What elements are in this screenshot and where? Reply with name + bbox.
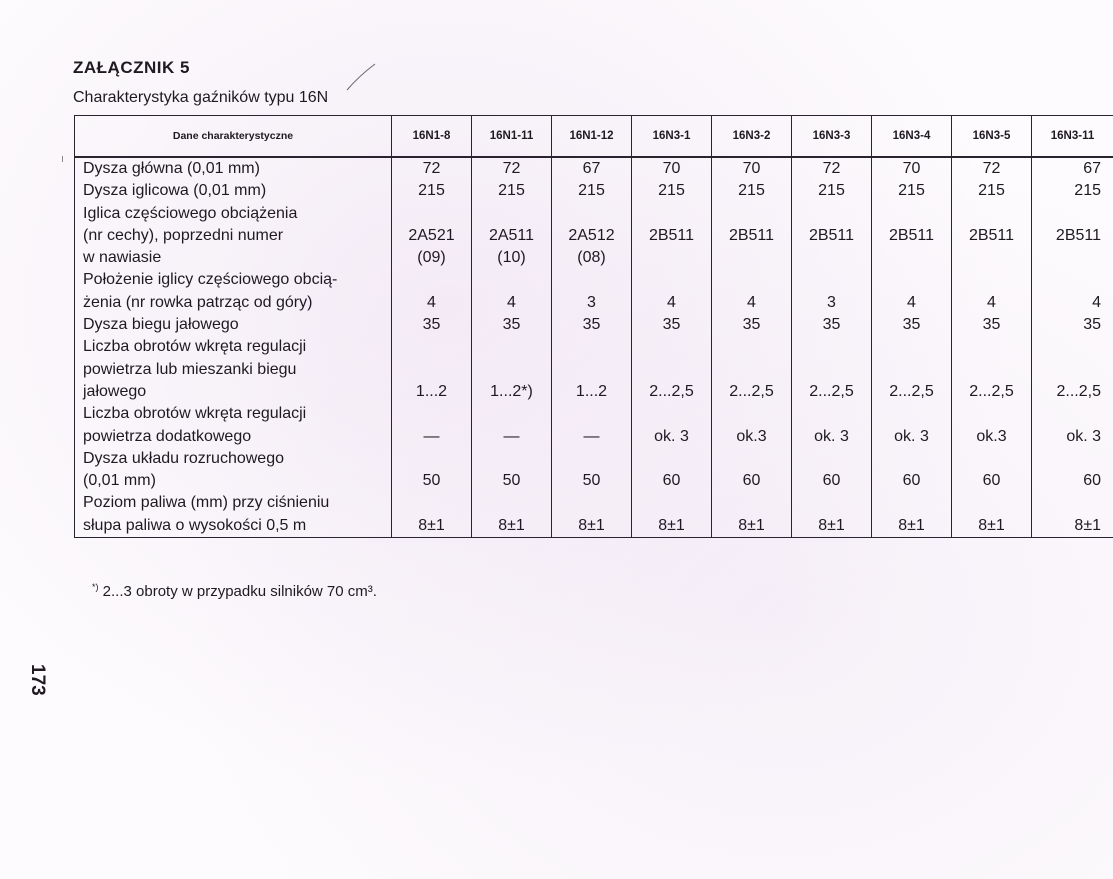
value-column-16n3-11 <box>1032 157 1113 538</box>
value-cell: ok. 3 <box>894 427 929 445</box>
value-cell <box>1032 403 1113 425</box>
label-line: Poziom paliwa (mm) przy ciśnieniu <box>83 494 330 512</box>
value-cell: 215 <box>738 182 765 200</box>
label-line: (0,01 mm) <box>83 472 156 490</box>
value-cell <box>952 269 1031 291</box>
value-column-16n1-12 <box>552 157 632 538</box>
value-cell: 35 <box>742 316 761 334</box>
value-cell: 60 <box>822 472 841 490</box>
header-column-16n3-5: 16N3-5 <box>952 116 1032 158</box>
label-line: Liczba obrotów wkręta regulacji <box>83 405 307 423</box>
value-cell <box>712 247 791 269</box>
value-column-16n1-11 <box>472 157 552 538</box>
value-cell <box>392 269 471 291</box>
value-cell <box>1032 269 1113 291</box>
value-cell: 70 <box>662 160 681 177</box>
value-cell: — <box>583 427 600 445</box>
value-cell <box>1032 448 1113 470</box>
value-cell: 215 <box>658 182 685 200</box>
value-cell: 215 <box>978 182 1005 200</box>
label-line: Dysza główna (0,01 mm) <box>83 160 260 177</box>
value-cell: — <box>423 427 440 445</box>
characteristics-labels-cell <box>75 157 392 538</box>
value-cell: 72 <box>502 160 521 177</box>
value-cell <box>1032 492 1113 514</box>
value-cell <box>552 269 631 291</box>
header-column-16n3-1: 16N3-1 <box>632 116 712 158</box>
value-cell: 1...2 <box>415 382 448 400</box>
value-cell: 8±1 <box>978 516 1005 534</box>
value-cell <box>392 403 471 425</box>
value-cell <box>872 448 951 470</box>
header-column-16n3-3: 16N3-3 <box>792 116 872 158</box>
value-cell <box>1032 359 1113 381</box>
value-cell: 35 <box>582 316 601 334</box>
label-line: Dysza układu rozruchowego <box>83 449 284 467</box>
value-cell <box>872 203 951 225</box>
value-cell <box>552 359 631 381</box>
value-cell: 35 <box>422 316 441 334</box>
value-cell <box>872 492 951 514</box>
value-cell <box>952 359 1031 381</box>
carburetor-spec-table <box>74 115 1113 538</box>
value-cell: 215 <box>578 182 605 200</box>
value-cell: 35 <box>662 316 681 334</box>
value-cell <box>712 336 791 358</box>
value-column-16n3-5 <box>952 157 1032 538</box>
value-cell <box>952 403 1031 425</box>
value-cell <box>472 336 551 358</box>
value-cell: 215 <box>418 182 445 200</box>
value-cell: 2...2,5 <box>969 382 1014 400</box>
value-cell: (10) <box>497 249 526 267</box>
label-line: jałowego <box>83 382 147 400</box>
value-cell <box>712 492 791 514</box>
table-header-row <box>75 116 1113 158</box>
value-cell <box>712 403 791 425</box>
value-cell <box>632 336 711 358</box>
value-cell <box>872 247 951 269</box>
value-cell: 4 <box>747 293 756 311</box>
value-cell: 60 <box>1083 472 1101 490</box>
value-cell <box>632 403 711 425</box>
value-cell <box>792 203 871 225</box>
value-cell: 60 <box>742 472 761 490</box>
label-line: Liczba obrotów wkręta regulacji <box>83 338 307 356</box>
value-cell: 4 <box>667 293 676 311</box>
header-column-16n1-12: 16N1-12 <box>552 116 632 158</box>
value-column-16n1-8 <box>392 157 472 538</box>
label-line: (nr cechy), poprzedni numer <box>83 226 284 244</box>
value-column-16n3-3 <box>792 157 872 538</box>
margin-mark <box>62 156 63 162</box>
value-cell: 8±1 <box>578 516 605 534</box>
label-line: słupa paliwa o wysokości 0,5 m <box>83 516 307 534</box>
value-cell: 3 <box>587 293 596 311</box>
value-column-16n3-1 <box>632 157 712 538</box>
value-cell: 2A512 <box>568 226 615 244</box>
label-line: powietrza dodatkowego <box>83 427 252 445</box>
value-cell: 2B511 <box>648 226 695 244</box>
value-cell <box>792 448 871 470</box>
header-column-16n1-8: 16N1-8 <box>392 116 472 158</box>
value-cell: ok.3 <box>736 427 767 445</box>
value-cell: 4 <box>427 293 436 311</box>
value-cell: 2A521 <box>408 226 455 244</box>
value-cell: (08) <box>577 249 606 267</box>
value-cell: 60 <box>902 472 921 490</box>
value-cell: 8±1 <box>498 516 525 534</box>
value-cell: 2B511 <box>808 226 855 244</box>
header-column-16n3-11: 16N3-11 <box>1032 116 1113 158</box>
value-cell <box>952 492 1031 514</box>
value-cell: 60 <box>982 472 1001 490</box>
value-cell: 2B511 <box>1055 226 1101 244</box>
value-cell <box>392 336 471 358</box>
value-column-16n3-2 <box>712 157 792 538</box>
value-cell: 2B511 <box>888 226 935 244</box>
label-line: w nawiasie <box>83 249 162 267</box>
value-cell: 8±1 <box>658 516 685 534</box>
value-cell: 4 <box>907 293 916 311</box>
footnote-text: 2...3 obroty w przypadku silników 70 cm³. <box>98 583 377 600</box>
value-cell <box>792 359 871 381</box>
value-cell <box>552 448 631 470</box>
value-cell <box>1032 247 1113 269</box>
value-cell <box>792 269 871 291</box>
value-cell: 215 <box>1074 182 1101 200</box>
value-cell <box>552 203 631 225</box>
value-cell <box>872 359 951 381</box>
value-cell: 67 <box>582 160 601 177</box>
value-cell <box>472 448 551 470</box>
appendix-heading: ZAŁĄCZNIK 5 <box>73 58 190 77</box>
value-cell: 72 <box>422 160 441 177</box>
value-cell: ok. 3 <box>814 427 849 445</box>
value-cell: 2B511 <box>728 226 775 244</box>
value-cell: 50 <box>422 472 441 490</box>
value-cell <box>792 403 871 425</box>
value-cell: 2...2,5 <box>1056 382 1101 400</box>
value-cell <box>632 359 711 381</box>
value-cell: 1...2 <box>575 382 608 400</box>
value-cell: 50 <box>582 472 601 490</box>
value-cell <box>472 403 551 425</box>
value-cell: ok. 3 <box>1066 427 1101 445</box>
value-cell: 4 <box>507 293 516 311</box>
value-cell <box>952 336 1031 358</box>
value-cell: 35 <box>822 316 841 334</box>
value-cell: 215 <box>498 182 525 200</box>
value-cell <box>472 203 551 225</box>
value-cell <box>792 247 871 269</box>
value-cell: 2...2,5 <box>649 382 694 400</box>
value-cell: ok. 3 <box>654 427 689 445</box>
value-cell <box>632 269 711 291</box>
value-cell: ok.3 <box>976 427 1007 445</box>
value-cell: 35 <box>902 316 921 334</box>
value-cell: 4 <box>1092 293 1101 311</box>
value-cell: 70 <box>902 160 921 177</box>
label-line: Dysza biegu jałowego <box>83 316 239 334</box>
value-cell <box>632 448 711 470</box>
value-cell <box>392 492 471 514</box>
value-cell: 4 <box>987 293 996 311</box>
value-cell <box>792 336 871 358</box>
table-caption: Charakterystyka gaźników typu 16N <box>73 89 329 106</box>
value-cell: 3 <box>827 293 836 311</box>
value-column-16n3-4 <box>872 157 952 538</box>
value-cell: 8±1 <box>418 516 445 534</box>
value-cell: 72 <box>822 160 841 177</box>
value-cell <box>1032 203 1113 225</box>
value-cell <box>952 247 1031 269</box>
value-cell: 215 <box>818 182 845 200</box>
value-cell <box>472 359 551 381</box>
value-cell: 2...2,5 <box>809 382 854 400</box>
value-cell <box>952 448 1031 470</box>
value-cell <box>712 448 791 470</box>
value-cell <box>632 492 711 514</box>
value-cell: 8±1 <box>1074 516 1101 534</box>
value-cell: 67 <box>1083 160 1101 177</box>
value-cell: 8±1 <box>818 516 845 534</box>
value-cell <box>872 403 951 425</box>
pen-mark <box>345 62 377 92</box>
value-cell: 35 <box>502 316 521 334</box>
header-label-column: Dane charakterystyczne <box>75 116 392 158</box>
value-cell: 60 <box>662 472 681 490</box>
header-column-16n3-4: 16N3-4 <box>872 116 952 158</box>
value-cell: 70 <box>742 160 761 177</box>
value-cell <box>552 403 631 425</box>
value-cell: 2...2,5 <box>889 382 934 400</box>
header-column-16n1-11: 16N1-11 <box>472 116 552 158</box>
value-cell: 35 <box>1083 316 1101 334</box>
value-cell <box>552 336 631 358</box>
label-line: Położenie iglicy częściowego obcią- <box>83 271 338 289</box>
value-cell <box>632 203 711 225</box>
value-cell: 8±1 <box>898 516 925 534</box>
value-cell <box>712 203 791 225</box>
label-line: żenia (nr rowka patrząc od góry) <box>83 293 313 311</box>
value-cell: 215 <box>898 182 925 200</box>
value-cell <box>472 269 551 291</box>
footnote <box>92 582 377 600</box>
value-cell <box>552 492 631 514</box>
value-cell <box>952 203 1031 225</box>
value-cell: 50 <box>502 472 521 490</box>
value-cell: 72 <box>982 160 1001 177</box>
label-line: Iglica częściowego obciążenia <box>83 204 298 222</box>
value-cell: 2B511 <box>968 226 1015 244</box>
value-cell: 2A511 <box>488 226 535 244</box>
header-column-16n3-2: 16N3-2 <box>712 116 792 158</box>
value-cell <box>872 336 951 358</box>
value-cell: — <box>503 427 520 445</box>
value-cell <box>792 492 871 514</box>
value-cell <box>632 247 711 269</box>
value-cell: 2...2,5 <box>729 382 774 400</box>
value-cell <box>392 203 471 225</box>
value-cell: (09) <box>417 249 446 267</box>
value-cell <box>712 359 791 381</box>
value-cell <box>872 269 951 291</box>
page-number: 173 <box>27 664 48 696</box>
label-line: Dysza iglicowa (0,01 mm) <box>83 182 267 200</box>
footnote-marker: *) <box>92 582 99 592</box>
value-cell <box>712 269 791 291</box>
value-cell: 35 <box>982 316 1001 334</box>
value-cell <box>392 448 471 470</box>
value-cell <box>472 492 551 514</box>
value-cell <box>392 359 471 381</box>
value-cell: 1...2*) <box>490 382 533 400</box>
value-cell: 8±1 <box>738 516 765 534</box>
label-line: powietrza lub mieszanki biegu <box>83 360 297 378</box>
value-cell <box>1032 336 1113 358</box>
table-row <box>75 157 1113 538</box>
